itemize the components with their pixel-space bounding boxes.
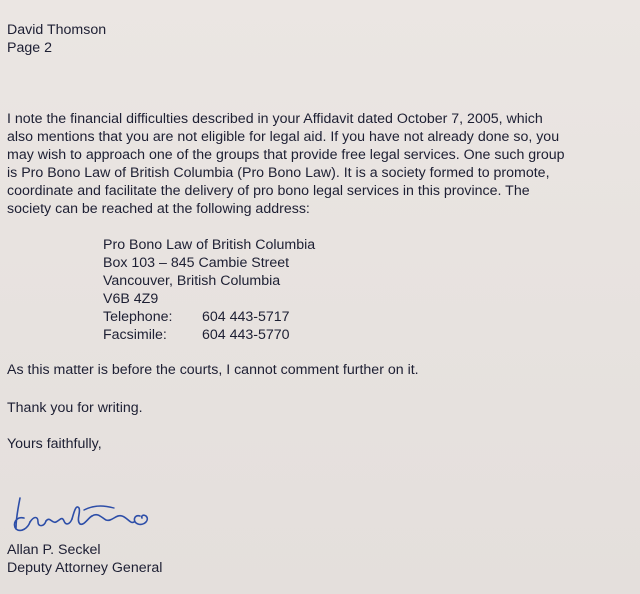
- closing-line: Yours faithfully,: [7, 436, 102, 452]
- paragraph-line: society can be reached at the following address:: [7, 201, 310, 217]
- signatory-title: Deputy Attorney General: [7, 560, 163, 576]
- facsimile-number: 604 443-5770: [202, 327, 290, 343]
- handwritten-signature: [10, 494, 170, 534]
- signature-scribble: [10, 494, 170, 534]
- address-city: Vancouver, British Columbia: [103, 273, 281, 289]
- address-name: Pro Bono Law of British Columbia: [103, 237, 316, 253]
- thanks-line: Thank you for writing.: [7, 400, 143, 416]
- address-postal-code: V6B 4Z9: [103, 291, 159, 307]
- telephone-number: 604 443-5717: [202, 309, 290, 325]
- paragraph-line: is Pro Bono Law of British Columbia (Pro Bono Law). It is a society formed to promote,: [7, 165, 550, 181]
- telephone-label: Telephone:: [103, 309, 173, 325]
- address-street: Box 103 – 845 Cambie Street: [103, 255, 290, 271]
- paragraph-line: coordinate and facilitate the delivery of pro bono legal services in this province. The: [7, 183, 530, 199]
- address-facsimile: [103, 326, 290, 344]
- page-label: Page 2: [7, 40, 52, 56]
- paragraph-line: I note the financial difficulties described in your Affidavit dated October 7, 2005, which: [7, 111, 543, 127]
- signatory-name: Allan P. Seckel: [7, 542, 101, 558]
- address-telephone: [103, 308, 290, 326]
- paragraph-line: may wish to approach one of the groups that provide free legal services. One such group: [7, 147, 565, 163]
- recipient-name: David Thomson: [7, 22, 107, 38]
- paragraph-line: also mentions that you are not eligible for legal aid. If you have not already done so, you: [7, 129, 560, 145]
- facsimile-label: Facsimile:: [103, 327, 167, 343]
- courts-note: As this matter is before the courts, I cannot comment further on it.: [7, 362, 419, 378]
